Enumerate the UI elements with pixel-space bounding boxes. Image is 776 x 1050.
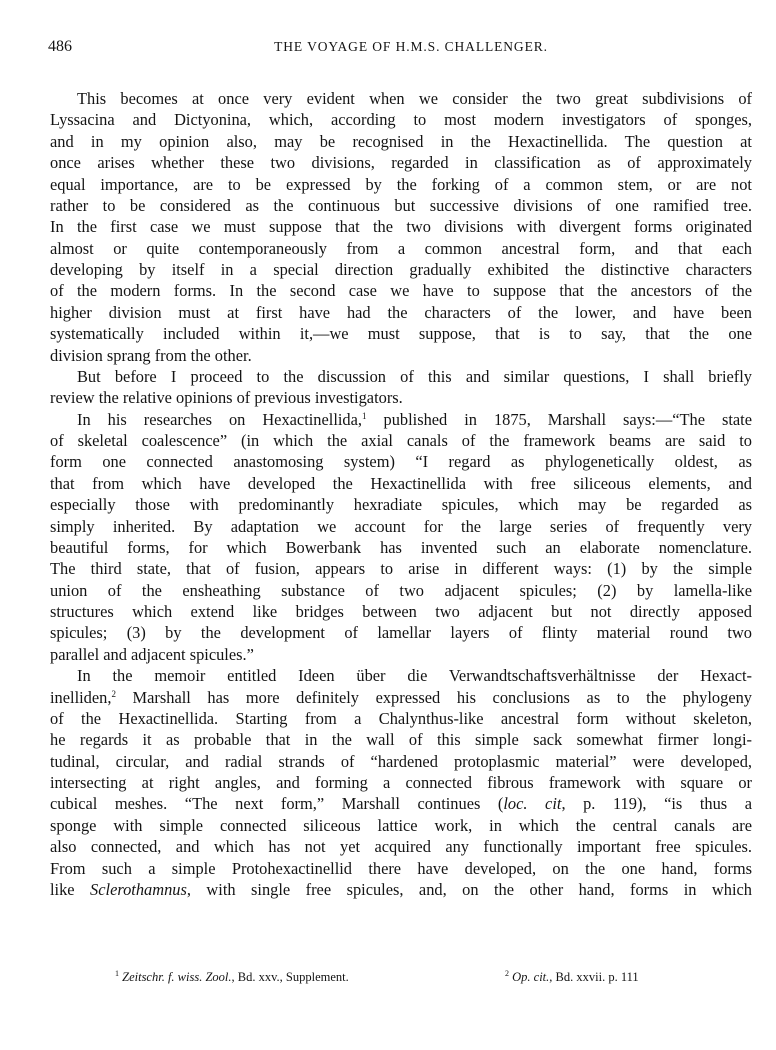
text-line: From such a simple Protohexactinellid there have developed, on the one hand, forms [50,858,752,878]
text-line: In the memoir entitled Ideen über die Verwandtschaftsverhältnisse der Hexact- [77,666,752,686]
footnote-text: , Bd. xxvii. p. 111 [549,970,639,984]
running-title: THE VOYAGE OF H.M.S. CHALLENGER. [274,39,548,54]
text-line: especially those with predominantly hexradiate spicules, which may be regarded as [50,495,752,515]
text-line: equal importance, are to be expressed by the forking of a common stem, or are not [50,174,752,194]
text-segment: inelliden, [50,687,112,707]
footnote-ref-2[interactable]: 2 [111,688,116,699]
text-line: systematically included within it,—we must suppose, that is to say, that the one [50,324,752,344]
text-line [50,793,752,814]
italic-citation: loc. cit [503,794,562,814]
text-line [50,687,752,708]
text-line: of the Hexactinellida. Starting from a Chalynthus-like ancestral form without skeleton, [50,708,752,728]
text-line: he regards it as probable that in the wall of this simple sack somewhat firmer longi- [50,730,752,750]
text-line [50,409,752,430]
body-text [50,88,752,900]
text-line: higher division must at first have had the characters of the lower, and have been [50,302,752,322]
text-line: almost or quite contemporaneously from a common ancestral form, and that each [50,238,752,258]
text-line: developing by itself in a special direction gradually exhibited the distinctive characters [50,260,752,279]
text-line: that from which have developed the Hexactinellida with free siliceous elements, and [50,473,752,493]
footnote-ref-1[interactable]: 1 [362,410,367,421]
text-line: sponge with simple connected siliceous lattice work, in which the central canals are [50,815,752,835]
footnote-text: , Bd. xxv., Supplement. [231,970,349,984]
footnotes [50,970,752,990]
text-line: Lyssacina and Dictyonina, which, according to most modern investigators of sponges, [50,110,752,130]
text-line: review the relative opinions of previous investigators. [50,388,403,408]
text-line: and in my opinion also, may be recognised in the Hexactinellida. The question at [50,131,752,151]
text-segment: , with single free spicules, and, on the other hand, forms in which [186,879,752,899]
text-line: This becomes at once very evident when we consider the two great subdivisions of [77,89,752,108]
footnote-marker: 2 [505,969,509,978]
page-number: 486 [48,38,72,55]
text-line: form one connected anastomosing system) “I regard as phylogenetically oldest, as [50,452,752,472]
text-segment: cubical meshes. “The next form,” Marshall continues ( [50,794,504,814]
footnote-journal: Zeitschr. f. wiss. Zool. [122,970,232,984]
text-line: of the modern forms. In the second case we have to suppose that the ancestors of the [50,281,752,301]
text-line: In the first case we must suppose that the two divisions with divergent forms originated [50,217,752,237]
footnote-marker: 1 [115,969,119,978]
text-line: parallel and adjacent spicules.” [50,644,254,664]
footnote-citation: Op. cit. [512,970,550,984]
text-segment: , p. 119), “is thus a [561,794,753,814]
text-line: union of the ensheathing substance of two adjacent spicules; (2) by lamella-like [50,580,752,600]
text-line: The third state, that of fusion, appears to arise in different ways: (1) by the simple [50,559,752,579]
text-segment: published in 1875, Marshall says:—“The state [366,409,752,429]
footnote-1 [115,970,349,985]
text-line: beautiful forms, for which Bowerbank has invented such an elaborate nomenclature. [50,537,752,557]
footnote-2 [505,970,639,985]
italic-genus: Sclerothamnus [90,879,187,899]
text-line: structures which extend like bridges between two adjacent but not directly apposed [50,602,752,621]
text-line [50,879,752,900]
text-line: But before I proceed to the discussion of this and similar questions, I shall briefly [77,366,752,386]
text-line: simply inherited. By adaptation we account for the large series of frequently very [50,516,752,536]
page-header [48,38,754,60]
text-line: intersecting at right angles, and forming a connected fibrous framework with square or [50,773,752,792]
text-segment: In his researches on Hexactinellida, [77,409,363,429]
text-segment: Marshall has more definitely expressed his conclusions as to the phylogeny [115,687,752,707]
text-line: once arises whether these two divisions, regarded in classification as of approximately [50,153,752,173]
text-line: division sprang from the other. [50,345,252,365]
text-line: tudinal, circular, and radial strands of “hardened protoplasmic material” were developed, [50,751,752,771]
text-line: rather to be considered as the continuous but successive divisions of one ramified tree. [50,195,752,215]
text-line: of skeletal coalescence” (in which the axial canals of the framework beams are said to [50,431,752,450]
text-line: also connected, and which has not yet acquired any functionally important free spicules. [50,837,752,857]
text-line: spicules; (3) by the development of lamellar layers of flinty material round two [50,623,752,643]
text-segment: like [50,879,91,899]
